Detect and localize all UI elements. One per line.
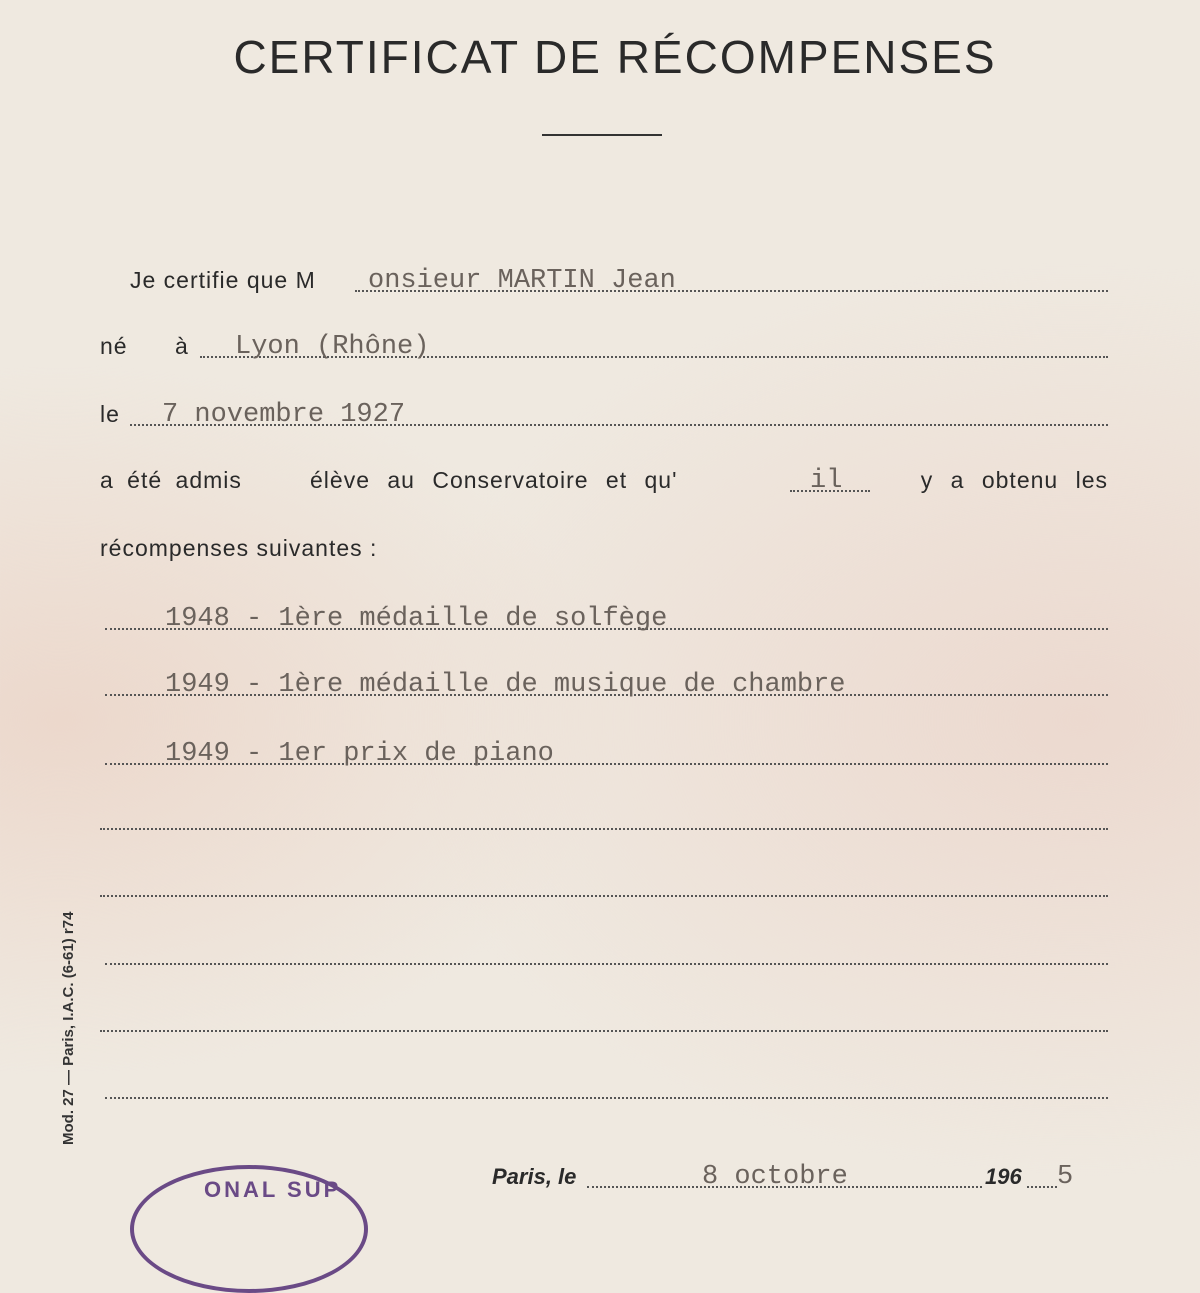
award-row [100,662,1108,702]
award-text: 1949 - 1er prix de piano [165,739,554,769]
document-title: CERTIFICAT DE RÉCOMPENSES [233,31,997,83]
official-stamp: ONAL SUP [130,1165,368,1293]
form-reference: Mod. 27 — Paris, I.A.C. (6-61) r74 [60,911,77,1145]
pronoun-value: il [810,466,843,496]
title-rule [542,134,662,136]
issue-date: 8 octobre [702,1162,848,1192]
blank-line [100,863,1108,903]
awards-label: récompenses suivantes : [100,535,378,561]
awards-label-line [100,526,1108,566]
admitted-text-3: y a obtenu les [920,467,1108,493]
award-text: 1949 - 1ère médaille de musique de chambre [165,670,846,700]
birthplace-value: Lyon (Rhône) [235,332,430,362]
admitted-text-2: élève au Conservatoire et qu' [310,467,678,493]
place-label: Paris, le [492,1164,577,1189]
award-text: 1948 - 1ère médaille de solfège [165,604,668,634]
year-suffix: 5 [1057,1162,1074,1192]
birthplace-line [100,324,1108,364]
blank-line [100,796,1108,836]
blank-line [100,1065,1108,1105]
at-label: à [175,333,189,359]
certify-label: Je certifie que M [130,267,316,293]
award-row [100,596,1108,636]
issue-date-line [492,1154,1082,1194]
birthdate-line [100,392,1108,432]
year-prefix: 196 [985,1164,1022,1189]
admission-line [100,458,1108,498]
blank-line [100,998,1108,1038]
born-label: né [100,333,128,359]
date-label: le [100,401,120,427]
name-value: onsieur MARTIN Jean [368,266,676,296]
name-line [100,258,1108,298]
award-row [100,731,1108,771]
admitted-text-1: a été admis [100,467,242,493]
birthdate-value: 7 novembre 1927 [162,400,406,430]
blank-line [100,931,1108,971]
